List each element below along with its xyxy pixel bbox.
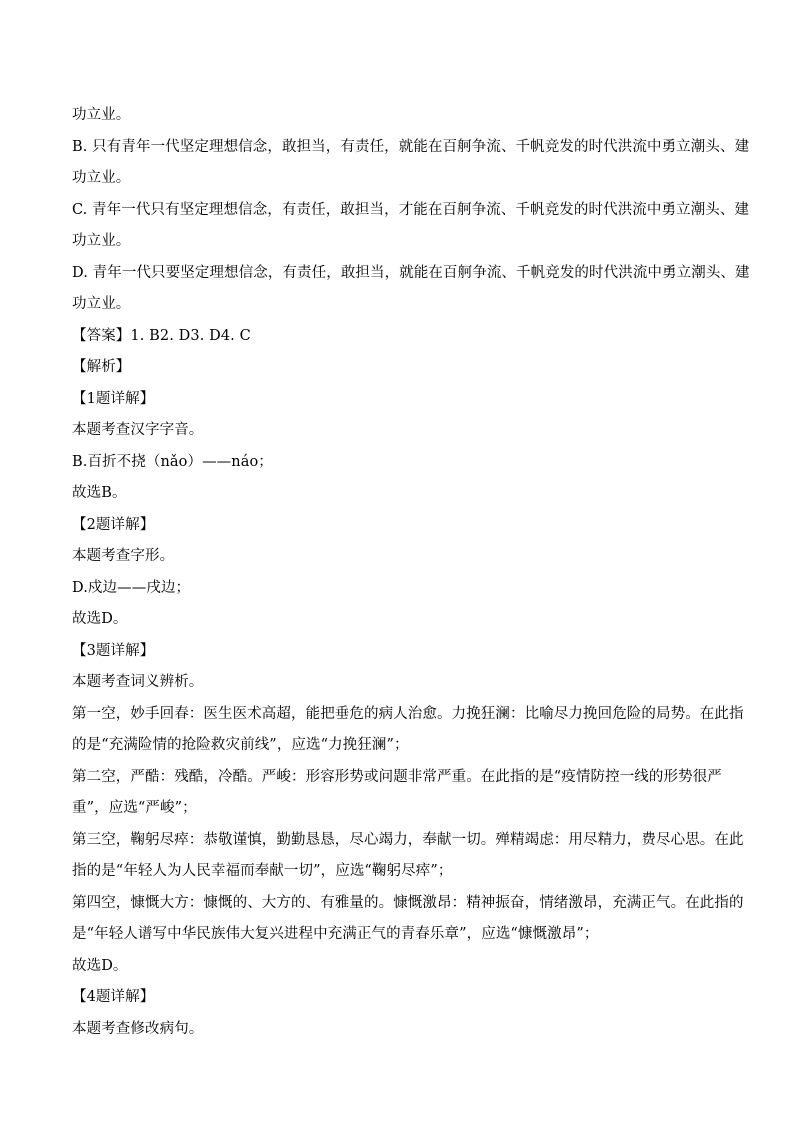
q2-topic: 本题考查字形。 [72, 548, 175, 564]
option-b: B. 只有青年一代坚定理想信念，敢担当，有责任，就能在百舸争流、千帆竞发的时代洪流中勇立潮头、建 [72, 138, 750, 155]
q1-detail: B.百折不挠（nǎo）——náo； [72, 453, 273, 470]
q1-heading: 【1题详解】 [72, 390, 155, 407]
q3-blank4: 第四空，慷慨大方：慷慨的、大方的、有雅量的。慷慨激昂：精神振奋，情绪激昂，充满正气。在此指的 [72, 894, 744, 911]
q3-blank3-continuation: 指的是“年轻人为人民幸福而奉献一切”，应选“鞠躬尽瘁”； [72, 863, 453, 879]
option-d-continuation: 功立业。 [72, 296, 131, 312]
q3-conclusion: 故选D。 [72, 957, 128, 974]
option-c: C. 青年一代只有坚定理想信念，有责任，敢担当，才能在百舸争流、千帆竞发的时代洪流中勇立潮头、建 [72, 201, 750, 218]
q3-blank2: 第二空，严酷：残酷，冷酷。严峻：形容形势或问题非常严重。在此指的是“疫情防控一线的形势很严 [72, 768, 722, 785]
q3-blank1-continuation: 的是“充满险情的抢险救灾前线”，应选“力挽狂澜”； [72, 737, 409, 753]
option-c-continuation: 功立业。 [72, 233, 131, 249]
q3-heading: 【3题详解】 [72, 642, 155, 659]
q3-blank1: 第一空，妙手回春：医生医术高超，能把垂危的病人治愈。力挽狂澜：比喻尽力挽回危险的局势。在此指 [72, 705, 744, 722]
option-a-continuation: 功立业。 [72, 107, 131, 123]
analysis-heading: 【解析】 [72, 359, 131, 375]
q3-blank4-continuation: 是“年轻人谱写中华民族伟大复兴进程中充满正气的青春乐章”，应选“慷慨激昂”； [72, 926, 599, 942]
q1-conclusion: 故选B。 [72, 485, 127, 501]
q2-heading: 【2题详解】 [72, 516, 155, 533]
q2-detail: D.戍边——戌边； [72, 579, 191, 596]
q3-blank3: 第三空，鞠躬尽瘁：恭敬谨慎，勤勤恳恳，尽心竭力，奉献一切。殚精竭虑：用尽精力，费尽心思。在此 [72, 831, 744, 848]
answer-line: 【答案】1. B2. D3. D4. C [72, 327, 251, 344]
q3-blank2-continuation: 重”，应选“严峻”； [72, 800, 197, 816]
option-b-continuation: 功立业。 [72, 170, 131, 186]
q1-topic: 本题考查汉字字音。 [72, 422, 204, 438]
q4-heading: 【4题详解】 [72, 989, 155, 1005]
q4-topic: 本题考查修改病句。 [72, 1020, 204, 1037]
option-d: D. 青年一代只要坚定理想信念，有责任，敢担当，就能在百舸争流、千帆竞发的时代洪流中勇立潮头、建 [72, 264, 750, 281]
q3-topic: 本题考查词义辨析。 [72, 674, 204, 690]
q2-conclusion: 故选D。 [72, 611, 128, 627]
document-body [72, 100, 750, 1045]
